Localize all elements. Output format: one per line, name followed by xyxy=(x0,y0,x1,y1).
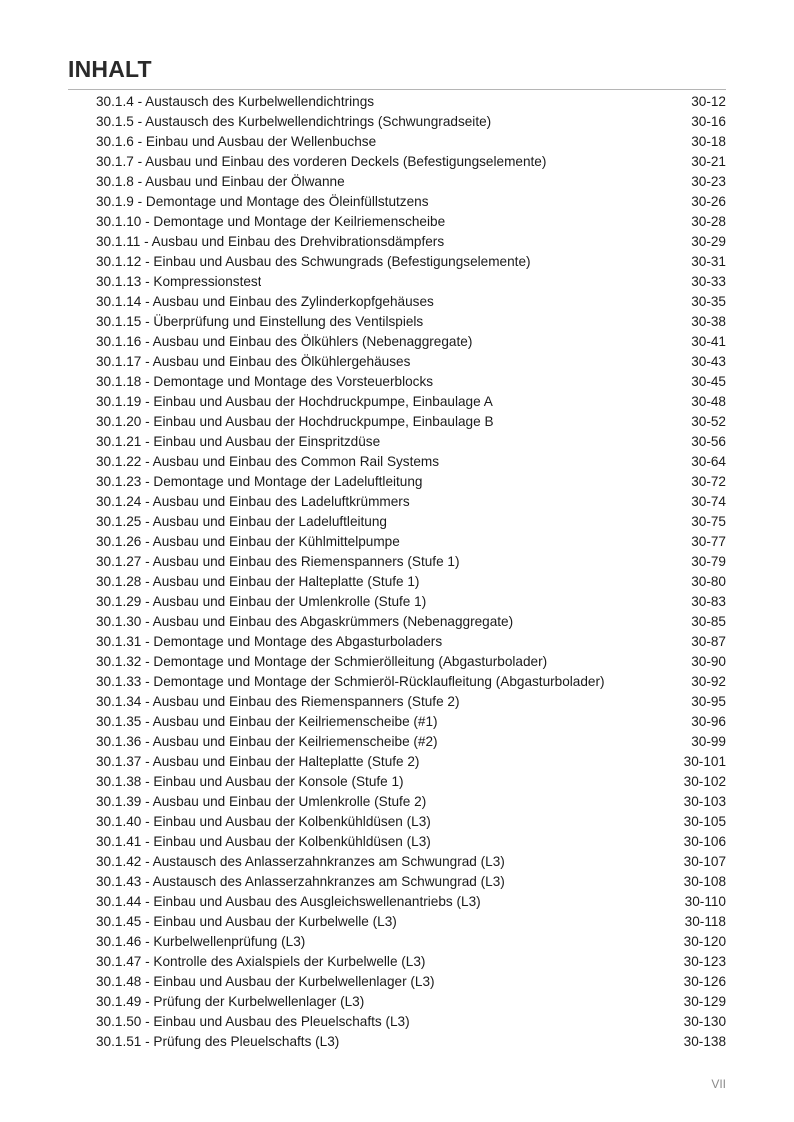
toc-entry-title: 30.1.43 - Austausch des Anlasserzahnkranzes am Schwungrad (L3) xyxy=(96,874,505,889)
toc-entry-page-ref: 30-110 xyxy=(684,894,726,909)
toc-entry[interactable] xyxy=(96,872,728,892)
toc-entry-title: 30.1.19 - Einbau und Ausbau der Hochdruckpumpe, Einbaulage A xyxy=(96,394,493,409)
toc-entry-page-ref: 30-31 xyxy=(691,254,726,269)
toc-entry-page-ref: 30-29 xyxy=(691,234,726,249)
toc-entry-title: 30.1.48 - Einbau und Ausbau der Kurbelwellenlager (L3) xyxy=(96,974,435,989)
toc-entry[interactable] xyxy=(96,352,728,372)
toc-entry[interactable] xyxy=(96,732,728,752)
toc-entry-page-ref: 30-43 xyxy=(691,354,726,369)
toc-entry-page-ref: 30-35 xyxy=(691,294,726,309)
toc-entry-title: 30.1.40 - Einbau und Ausbau der Kolbenkühldüsen (L3) xyxy=(96,814,431,829)
toc-entry-title: 30.1.7 - Ausbau und Einbau des vorderen Deckels (Befestigungselemente) xyxy=(96,154,547,169)
toc-entry[interactable] xyxy=(96,212,728,232)
toc-entry-page-ref: 30-79 xyxy=(691,554,726,569)
toc-entry[interactable] xyxy=(96,792,728,812)
toc-entry-page-ref: 30-90 xyxy=(691,654,726,669)
toc-entry[interactable] xyxy=(96,192,728,212)
toc-entry-title: 30.1.33 - Demontage und Montage der Schmieröl-Rücklaufleitung (Abgasturbolader) xyxy=(96,674,605,689)
toc-entry-title: 30.1.29 - Ausbau und Einbau der Umlenkrolle (Stufe 1) xyxy=(96,594,427,609)
toc-entry-page-ref: 30-123 xyxy=(683,954,726,969)
toc-entry-page-ref: 30-87 xyxy=(691,634,726,649)
toc-entry[interactable] xyxy=(96,252,728,272)
toc-entry-page-ref: 30-18 xyxy=(691,134,726,149)
toc-entry-page-ref: 30-102 xyxy=(683,774,726,789)
toc-entry-title: 30.1.18 - Demontage und Montage des Vorsteuerblocks xyxy=(96,374,434,389)
toc-entry[interactable] xyxy=(96,1032,728,1052)
toc-entry-page-ref: 30-33 xyxy=(691,274,726,289)
toc-entry[interactable] xyxy=(96,432,728,452)
toc-entry[interactable] xyxy=(96,272,728,292)
toc-entry-title: 30.1.45 - Einbau und Ausbau der Kurbelwelle (L3) xyxy=(96,914,397,929)
toc-entry-title: 30.1.42 - Austausch des Anlasserzahnkranzes am Schwungrad (L3) xyxy=(96,854,505,869)
toc-entry-page-ref: 30-80 xyxy=(691,574,726,589)
toc-entry[interactable] xyxy=(96,232,728,252)
toc-entry[interactable] xyxy=(96,292,728,312)
toc-entry-title: 30.1.9 - Demontage und Montage des Öleinfüllstutzens xyxy=(96,194,429,209)
toc-entry[interactable] xyxy=(96,652,728,672)
toc-entry[interactable] xyxy=(96,412,728,432)
toc-entry-title: 30.1.50 - Einbau und Ausbau des Pleuelschafts (L3) xyxy=(96,1014,410,1029)
toc-entry-title: 30.1.4 - Austausch des Kurbelwellendichtrings xyxy=(96,94,375,109)
toc-entry[interactable] xyxy=(96,992,728,1012)
toc-entry-title: 30.1.13 - Kompressionstest xyxy=(96,274,262,289)
toc-entry-page-ref: 30-74 xyxy=(691,494,726,509)
toc-entry-page-ref: 30-75 xyxy=(691,514,726,529)
toc-entry-page-ref: 30-126 xyxy=(683,974,726,989)
toc-entry-page-ref: 30-12 xyxy=(691,94,726,109)
toc-entry-page-ref: 30-99 xyxy=(691,734,726,749)
toc-entry-title: 30.1.31 - Demontage und Montage des Abgasturboladers xyxy=(96,634,443,649)
toc-entry-page-ref: 30-108 xyxy=(683,874,726,889)
toc-entry-page-ref: 30-64 xyxy=(691,454,726,469)
toc-entry[interactable] xyxy=(96,812,728,832)
toc-entry[interactable] xyxy=(96,532,728,552)
toc-entry[interactable] xyxy=(96,692,728,712)
toc-entry-title: 30.1.26 - Ausbau und Einbau der Kühlmittelpumpe xyxy=(96,534,400,549)
toc-entry[interactable] xyxy=(96,612,728,632)
toc-entry-page-ref: 30-16 xyxy=(691,114,726,129)
toc-entry[interactable] xyxy=(96,572,728,592)
toc-entry-page-ref: 30-23 xyxy=(691,174,726,189)
toc-entry[interactable] xyxy=(96,1012,728,1032)
toc-entry-title: 30.1.8 - Ausbau und Einbau der Ölwanne xyxy=(96,174,345,189)
toc-entry-title: 30.1.12 - Einbau und Ausbau des Schwungrads (Befestigungselemente) xyxy=(96,254,531,269)
toc-entry[interactable] xyxy=(96,752,728,772)
toc-entry-title: 30.1.25 - Ausbau und Einbau der Ladeluftleitung xyxy=(96,514,387,529)
toc-entry-title: 30.1.15 - Überprüfung und Einstellung des Ventilspiels xyxy=(96,314,424,329)
toc-entry-title: 30.1.20 - Einbau und Ausbau der Hochdruckpumpe, Einbaulage B xyxy=(96,414,494,429)
page-number: VII xyxy=(711,1077,726,1091)
toc-entry-page-ref: 30-101 xyxy=(683,754,726,769)
toc-entry-page-ref: 30-118 xyxy=(684,914,726,929)
toc-entry[interactable] xyxy=(96,932,728,952)
toc-entry[interactable] xyxy=(96,512,728,532)
toc-entry-page-ref: 30-96 xyxy=(691,714,726,729)
toc-entry[interactable] xyxy=(96,392,728,412)
toc-entry[interactable] xyxy=(96,952,728,972)
toc-entry-title: 30.1.49 - Prüfung der Kurbelwellenlager (L3) xyxy=(96,994,365,1009)
toc-entry[interactable] xyxy=(96,892,728,912)
table-of-contents xyxy=(96,92,728,1052)
toc-entry-title: 30.1.14 - Ausbau und Einbau des Zylinderkopfgehäuses xyxy=(96,294,434,309)
toc-entry-page-ref: 30-106 xyxy=(683,834,726,849)
toc-entry[interactable] xyxy=(96,152,728,172)
toc-entry-page-ref: 30-72 xyxy=(691,474,726,489)
toc-entry[interactable] xyxy=(96,452,728,472)
toc-entry-title: 30.1.44 - Einbau und Ausbau des Ausgleichswellenantriebs (L3) xyxy=(96,894,481,909)
toc-entry-page-ref: 30-21 xyxy=(691,154,726,169)
toc-entry[interactable] xyxy=(96,972,728,992)
toc-entry-page-ref: 30-95 xyxy=(691,694,726,709)
toc-entry-title: 30.1.35 - Ausbau und Einbau der Keilriemenscheibe (#1) xyxy=(96,714,438,729)
toc-entry-page-ref: 30-26 xyxy=(691,194,726,209)
toc-entry-page-ref: 30-52 xyxy=(691,414,726,429)
toc-entry-title: 30.1.36 - Ausbau und Einbau der Keilriemenscheibe (#2) xyxy=(96,734,438,749)
toc-entry-page-ref: 30-83 xyxy=(691,594,726,609)
toc-entry-page-ref: 30-92 xyxy=(691,674,726,689)
toc-entry-title: 30.1.27 - Ausbau und Einbau des Riemenspanners (Stufe 1) xyxy=(96,554,460,569)
toc-entry[interactable] xyxy=(96,772,728,792)
toc-entry-title: 30.1.39 - Ausbau und Einbau der Umlenkrolle (Stufe 2) xyxy=(96,794,427,809)
toc-entry[interactable] xyxy=(96,92,728,112)
toc-entry[interactable] xyxy=(96,332,728,352)
toc-entry[interactable] xyxy=(96,472,728,492)
toc-entry-title: 30.1.5 - Austausch des Kurbelwellendichtrings (Schwungradseite) xyxy=(96,114,492,129)
toc-entry-page-ref: 30-85 xyxy=(691,614,726,629)
toc-entry-page-ref: 30-77 xyxy=(691,534,726,549)
toc-entry-page-ref: 30-103 xyxy=(683,794,726,809)
toc-entry-page-ref: 30-129 xyxy=(683,994,726,1009)
toc-entry-title: 30.1.41 - Einbau und Ausbau der Kolbenkühldüsen (L3) xyxy=(96,834,431,849)
toc-entry[interactable] xyxy=(96,172,728,192)
toc-entry-page-ref: 30-138 xyxy=(683,1034,726,1049)
toc-entry-title: 30.1.21 - Einbau und Ausbau der Einspritzdüse xyxy=(96,434,381,449)
toc-entry[interactable] xyxy=(96,492,728,512)
toc-entry-page-ref: 30-107 xyxy=(683,854,726,869)
toc-entry[interactable] xyxy=(96,672,728,692)
toc-entry-title: 30.1.37 - Ausbau und Einbau der Halteplatte (Stufe 2) xyxy=(96,754,420,769)
toc-entry-title: 30.1.11 - Ausbau und Einbau des Drehvibrationsdämpfers xyxy=(96,234,445,249)
toc-entry-title: 30.1.23 - Demontage und Montage der Ladeluftleitung xyxy=(96,474,423,489)
toc-entry-page-ref: 30-120 xyxy=(683,934,726,949)
toc-entry[interactable] xyxy=(96,112,728,132)
toc-entry-page-ref: 30-38 xyxy=(691,314,726,329)
toc-entry-page-ref: 30-56 xyxy=(691,434,726,449)
toc-entry-title: 30.1.16 - Ausbau und Einbau des Ölkühlers (Nebenaggregate) xyxy=(96,334,473,349)
toc-entry-page-ref: 30-105 xyxy=(683,814,726,829)
toc-entry-title: 30.1.10 - Demontage und Montage der Keilriemenscheibe xyxy=(96,214,446,229)
toc-entry-title: 30.1.30 - Ausbau und Einbau des Abgaskrümmers (Nebenaggregate) xyxy=(96,614,514,629)
toc-entry-title: 30.1.22 - Ausbau und Einbau des Common Rail Systems xyxy=(96,454,440,469)
toc-entry-page-ref: 30-130 xyxy=(683,1014,726,1029)
toc-entry-page-ref: 30-41 xyxy=(691,334,726,349)
toc-entry[interactable] xyxy=(96,632,728,652)
toc-entry[interactable] xyxy=(96,832,728,852)
toc-entry-page-ref: 30-28 xyxy=(691,214,726,229)
toc-entry-title: 30.1.17 - Ausbau und Einbau des Ölkühlergehäuses xyxy=(96,354,411,369)
toc-entry[interactable] xyxy=(96,132,728,152)
toc-entry[interactable] xyxy=(96,912,728,932)
toc-entry-title: 30.1.46 - Kurbelwellenprüfung (L3) xyxy=(96,934,306,949)
toc-entry-title: 30.1.34 - Ausbau und Einbau des Riemenspanners (Stufe 2) xyxy=(96,694,460,709)
toc-entry-page-ref: 30-48 xyxy=(691,394,726,409)
toc-entry[interactable] xyxy=(96,592,728,612)
toc-entry-title: 30.1.32 - Demontage und Montage der Schmierölleitung (Abgasturbolader) xyxy=(96,654,548,669)
title-divider xyxy=(68,89,726,90)
toc-entry[interactable] xyxy=(96,372,728,392)
toc-entry-title: 30.1.47 - Kontrolle des Axialspiels der Kurbelwelle (L3) xyxy=(96,954,426,969)
toc-entry-title: 30.1.24 - Ausbau und Einbau des Ladeluftkrümmers xyxy=(96,494,410,509)
toc-entry-title: 30.1.51 - Prüfung des Pleuelschafts (L3) xyxy=(96,1034,340,1049)
toc-entry-title: 30.1.28 - Ausbau und Einbau der Halteplatte (Stufe 1) xyxy=(96,574,420,589)
toc-entry[interactable] xyxy=(96,312,728,332)
toc-entry[interactable] xyxy=(96,852,728,872)
toc-entry-title: 30.1.38 - Einbau und Ausbau der Konsole (Stufe 1) xyxy=(96,774,404,789)
toc-entry-page-ref: 30-45 xyxy=(691,374,726,389)
page-title: INHALT xyxy=(68,56,152,82)
toc-entry[interactable] xyxy=(96,552,728,572)
toc-entry[interactable] xyxy=(96,712,728,732)
toc-entry-title: 30.1.6 - Einbau und Ausbau der Wellenbuchse xyxy=(96,134,377,149)
